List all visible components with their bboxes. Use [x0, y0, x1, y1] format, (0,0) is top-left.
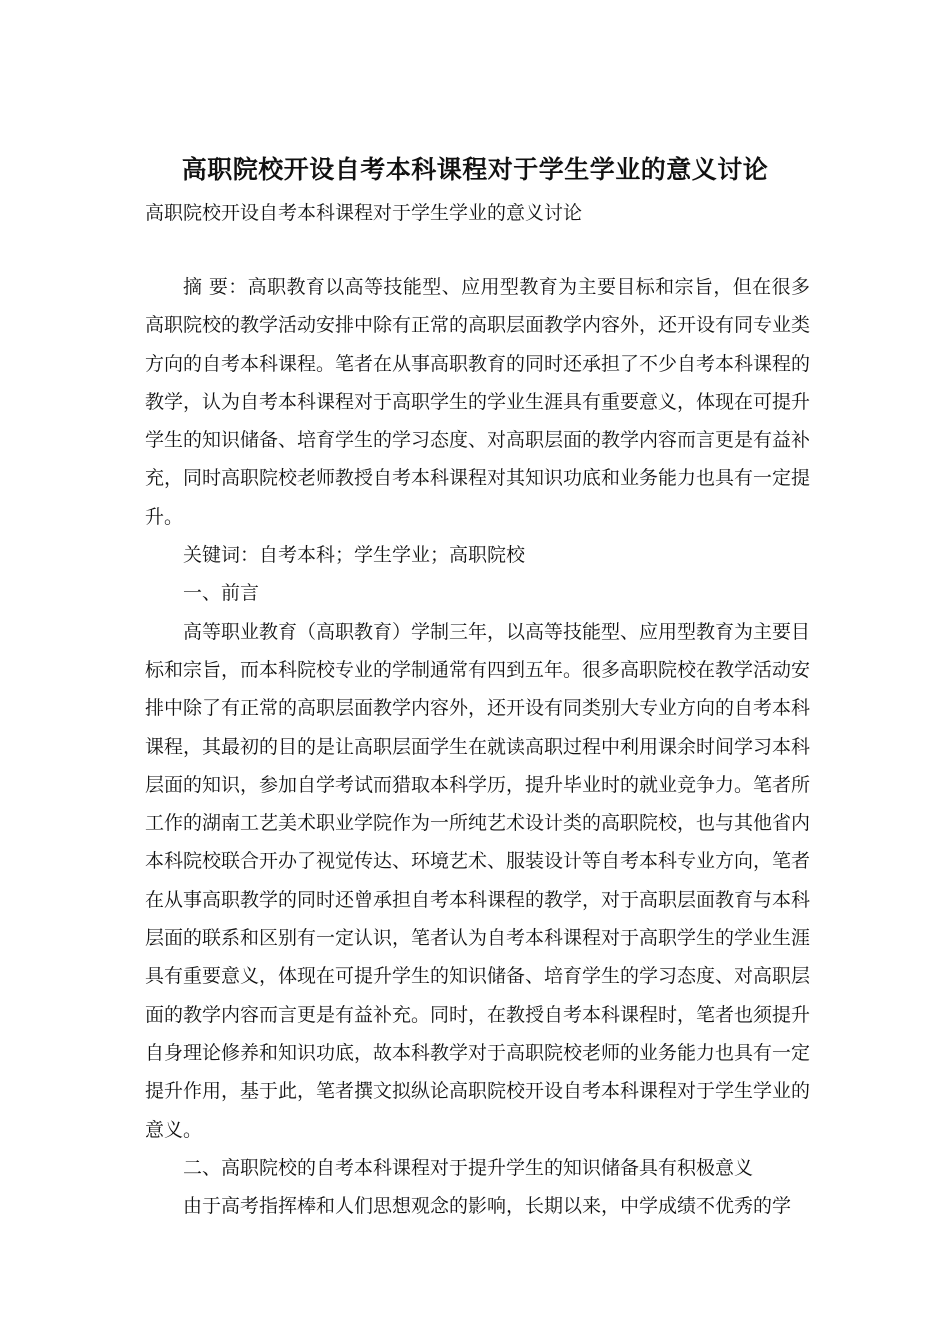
section-1-paragraph: 高等职业教育（高职教育）学制三年，以高等技能型、应用型教育为主要目标和宗旨，而本科院校专业的学制通常有四到五年。很多高职院校在教学活动安排中除了有正常的高职层面教学内容外，还开设有同类别大专业方向的自考本科课程，其最初的目的是让高职层面学生在就读高职过程中利用课余时间学习本科层面的知识，参加自学考试而猎取本科学历，提升毕业时的就业竞争力。笔者所工作的湖南工艺美术职业学院作为一所纯艺术设计类的高职院校，也与其他省内本科院校联合开办了视觉传达、环境艺术、服装设计等自考本科专业方向，笔者在从事高职教学的同时还曾承担自考本科课程的教学，对于高职层面教育与本科层面的联系和区别有一定认识，笔者认为自考本科课程对于高职学生的学业生涯具有重要意义，体现在可提升学生的知识储备、培育学生的学习态度、对高职层面的教学内容而言更是有益补充。同时，在教授自考本科课程时，笔者也须提升自身理论修养和知识功底，故本科教学对于高职院校老师的业务能力也具有一定提升作用，基于此，笔者撰文拟纵论高职院校开设自考本科课程对于学生学业的意义。 [145, 620, 811, 1141]
document-subtitle: 高职院校开设自考本科课程对于学生学业的意义讨论 [145, 202, 583, 224]
keywords-line: 关键词：自考本科；学生学业；高职院校 [183, 544, 526, 567]
document-title: 高职院校开设自考本科课程对于学生学业的意义讨论 [181, 155, 769, 184]
section-2-heading: 二、高职院校的自考本科课程对于提升学生的知识储备具有积极意义 [183, 1156, 754, 1179]
abstract-paragraph: 摘 要：高职教育以高等技能型、应用型教育为主要目标和宗旨，但在很多高职院校的教学活动安排中除有正常的高职层面教学内容外，还开设有同专业类方向的自考本科课程。笔者在从事高职教育的同时还承担了不少自考本科课程的教学，认为自考本科课程对于高职学生的学业生涯具有重要意义，体现在可提升学生的知识储备、培育学生的学习态度、对高职层面的教学内容而言更是有益补充，同时高职院校老师教授自考本科课程对其知识功底和业务能力也具有一定提升。 [145, 276, 811, 528]
section-2-paragraph: 由于高考指挥棒和人们思想观念的影响，长期以来，中学成绩不优秀的学 [183, 1195, 792, 1218]
document-body [145, 268, 810, 1225]
section-1-heading: 一、前言 [183, 582, 260, 605]
